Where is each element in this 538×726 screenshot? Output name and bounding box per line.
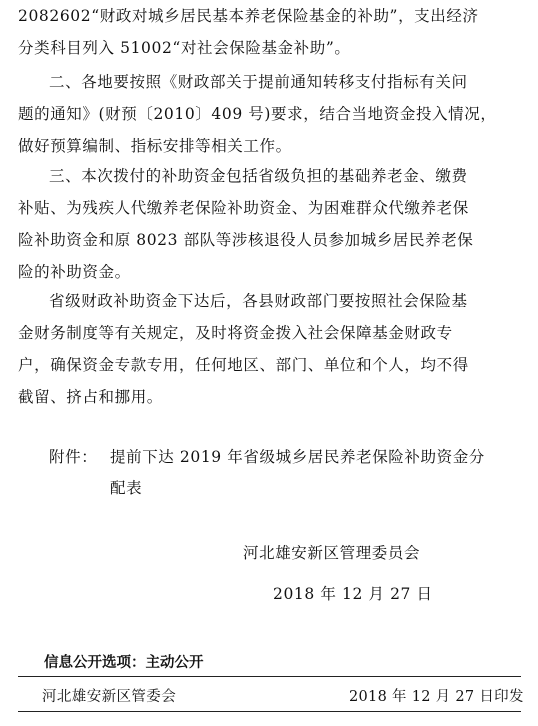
paragraph-line: 做好预算编制、指标安排等相关工作。: [18, 137, 292, 155]
paragraph-line: 2082602“财政对城乡居民基本养老保险基金的补助”，支出经济: [18, 7, 479, 25]
footer-divider-top: [18, 676, 521, 677]
attachment-label: 附件：: [49, 448, 98, 466]
paragraph-line: 户，确保资金专款专用，任何地区、部门、单位和个人，均不得: [18, 356, 469, 374]
attachment-title-line: 配表: [110, 479, 143, 497]
disclosure-option: 信息公开选项：主动公开: [44, 655, 204, 671]
paragraph-line: 省级财政补助资金下达后，各县财政部门要按照社会保险基: [49, 292, 468, 310]
footer-issuer: 河北雄安新区管委会: [42, 689, 177, 705]
paragraph-budget-classification: [18, 0, 521, 64]
paragraph-line: 险的补助资金。: [18, 263, 131, 281]
paragraph-line: 险补助资金和原 8023 部队等涉核退役人员参加城乡居民养老保: [18, 231, 474, 249]
paragraph-line: 题的通知》(财预〔2010〕409 号)要求，结合当地资金投入情况，: [18, 105, 497, 123]
paragraph-line: 分类科目列入 51002“对社会保险基金补助”。: [18, 39, 351, 57]
paragraph-line: 补贴、为残疾人代缴养老保险补助资金、为困难群众代缴养老保: [18, 199, 469, 217]
paragraph-line: 金财务制度等有关规定，及时将资金拨入社会保障基金财政专: [18, 324, 453, 342]
paragraph-fund-management: [18, 285, 521, 413]
paragraph-item-two: [18, 66, 521, 162]
paragraph-line: 截留、挤占和挪用。: [18, 388, 163, 406]
paragraph-line: 二、各地要按照《财政部关于提前通知转移支付指标有关问: [49, 73, 468, 91]
paragraph-line: 三、本次拨付的补助资金包括省级负担的基础养老金、缴费: [49, 167, 468, 185]
paragraph-item-three: [18, 160, 521, 288]
signature-organization: 河北雄安新区管理委员会: [243, 544, 421, 562]
footer-divider-bottom: [18, 711, 521, 712]
footer-print-date: 2018 年 12 月 27 日印发: [349, 689, 524, 705]
attachment-title-line: 提前下达 2019 年省级城乡居民养老保险补助资金分: [110, 448, 485, 466]
signature-date: 2018 年 12 月 27 日: [273, 585, 433, 603]
